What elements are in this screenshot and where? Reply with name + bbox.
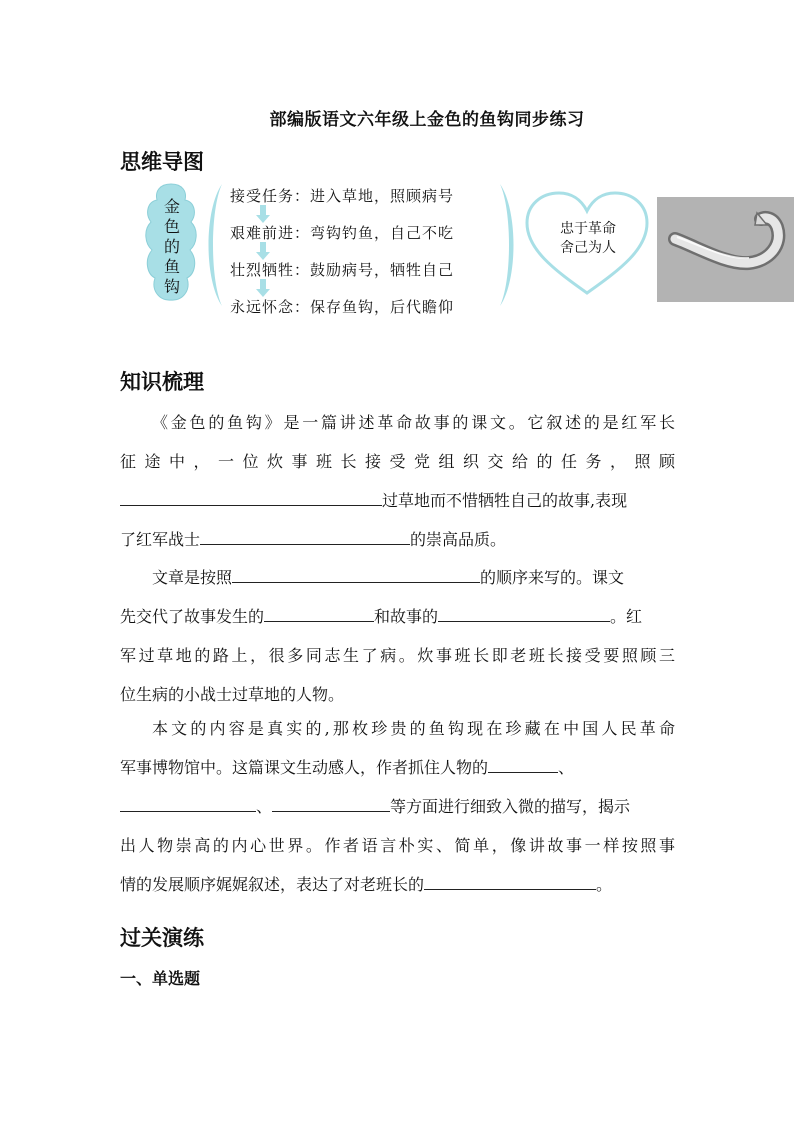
heart-text [548,220,628,258]
topic-char: 金 [163,197,180,216]
line-text: 的顺序来写的。课文 [480,568,625,587]
mindmap-row: 艰难前进：弯钩钓鱼，自己不吃 [230,224,455,242]
down-arrow-icon [256,205,270,223]
mindmap-row: 接受任务：进入草地，照顾病号 [230,187,455,205]
heart-line: 舍己为人 [560,240,616,256]
topic-char: 鱼 [163,257,180,276]
text-line: 出人物崇高的内心世界。作者语言朴实、简单，像讲故事一样按照事 [120,836,675,855]
text-line [120,520,675,559]
line-text: 文章是按照 [152,568,233,587]
answer-blank[interactable] [232,564,480,583]
text-line [120,558,675,597]
text-line [120,597,675,636]
answer-blank[interactable] [120,487,382,506]
text-line: 位生病的小战士过草地的人物。 [120,685,345,704]
line-text: 了红军战士 [120,530,201,549]
fish-hook-image [657,197,794,302]
line-text: 。 [596,875,613,894]
heart-line: 忠于革命 [560,221,616,237]
answer-blank[interactable] [264,603,374,622]
line-text: 、 [256,797,273,816]
answer-blank[interactable] [438,603,610,622]
section-heading-knowledge: 知识梳理 [120,370,204,394]
mindmap-topic [161,197,183,297]
line-text: 、 [558,758,575,777]
line-text: 等方面进行细致入微的描写，揭示 [390,797,631,816]
line-text: 。红 [610,607,643,626]
left-bracket [200,180,226,310]
section-heading-practice: 过关演练 [120,926,204,950]
line-text: 和故事的 [374,607,439,626]
text-line: 《金色的鱼钩》是一篇讲述革命故事的课文。它叙述的是红军长 [152,413,675,432]
answer-blank[interactable] [272,793,390,812]
line-text: 情的发展顺序娓娓叙述，表达了对老班长的 [120,875,425,894]
paragraph-3 [120,709,675,904]
line-text: 军事博物馆中。这篇课文生动感人，作者抓住人物的 [120,758,489,777]
line-text: 先交代了故事发生的 [120,607,265,626]
paragraph-2 [120,558,675,714]
text-line: 征途中，一位炊事班长接受党组织交给的任务，照顾 [120,452,675,471]
text-line: 本文的内容是真实的,那枚珍贵的鱼钩现在珍藏在中国人民革命 [152,719,675,738]
text-line [120,865,675,904]
answer-blank[interactable] [200,526,410,545]
answer-blank[interactable] [120,793,256,812]
answer-blank[interactable] [424,871,596,890]
topic-char: 色 [163,217,180,236]
text-line [120,748,675,787]
right-bracket [496,180,522,310]
down-arrow-icon [256,279,270,297]
text-line: 军过草地的路上，很多同志生了病。炊事班长即老班长接受要照顾三 [120,646,675,665]
paragraph-1 [120,403,675,559]
down-arrow-icon [256,242,270,260]
line-text: 过草地而不惜牺牲自己的故事,表现 [382,491,628,510]
fish-hook-icon [657,197,794,302]
mindmap-row: 壮烈牺牲：鼓励病号，牺牲自己 [230,261,455,279]
topic-char: 的 [163,237,180,256]
answer-blank[interactable] [488,754,558,773]
topic-char: 钩 [163,277,180,296]
mindmap-row: 永远怀念：保存鱼钩，后代瞻仰 [230,298,455,316]
text-line [120,787,675,826]
question-heading-single-choice: 一、单选题 [120,969,201,988]
line-text: 的崇高品质。 [410,530,507,549]
text-line [120,481,675,520]
section-heading-mindmap: 思维导图 [120,150,204,174]
document-title: 部编版语文六年级上金色的鱼钩同步练习 [269,110,585,130]
